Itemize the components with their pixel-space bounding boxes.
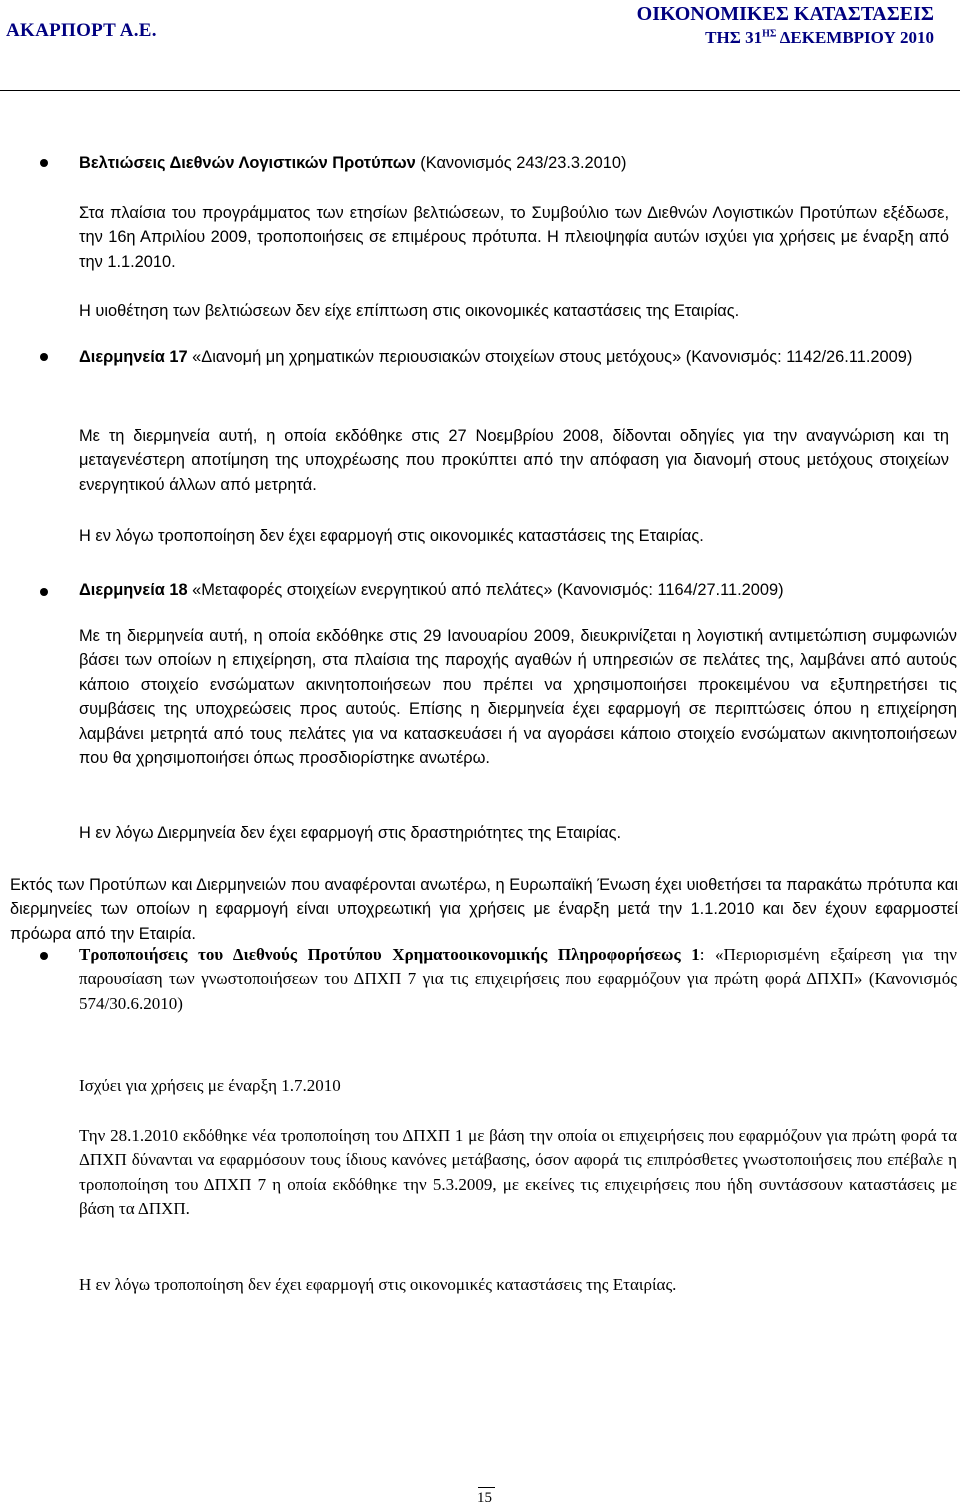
header-divider: [0, 90, 960, 91]
section-heading-ifrs1-amendments: Τροποποιήσεις του Διεθνούς Προτύπου Χρηματοοικονομικής Πληροφορήσεως 1: «Περιορισμένη εξαίρεση για την παρουσίαση των γνωστοποιήσεων του ΔΠΧΠ 7 για τις επιχειρήσεις που εφαρμόζουν για πρώτη φορά ΔΠΧΠ» (Κανονισμός 574/30.6.2010): [79, 945, 957, 1013]
report-title: [637, 2, 934, 50]
section-heading-interpretation-17: Διερμηνεία 17 «Διανομή μη χρηματικών περιουσιακών στοιχείων στους μετόχους» (Κανονισμός: 1142/26.11.2009): [79, 348, 913, 366]
paragraph: Η υιοθέτηση των βελτιώσεων δεν είχε επίπτωση στις οικονομικές καταστάσεις της Εταιρίας.: [79, 302, 740, 320]
section-heading-improvements: Βελτιώσεις Διεθνών Λογιστικών Προτύπων (Κανονισμός 243/23.3.2010): [79, 154, 627, 172]
bullet-icon: [40, 159, 48, 167]
page-number: 15: [477, 1490, 492, 1506]
company-name: ΑΚΑΡΠΟΡΤ Α.Ε.: [6, 20, 157, 41]
bullet-icon: [40, 588, 48, 596]
paragraph: Η εν λόγω τροποποίηση δεν έχει εφαρμογή στις οικονομικές καταστάσεις της Εταιρίας.: [79, 1275, 677, 1294]
page-number-rule: [478, 1487, 495, 1488]
report-title-line: ΟΙΚΟΝΟΜΙΚΕΣ ΚΑΤΑΣΤΑΣΕΙΣ: [636, 3, 934, 25]
paragraph: Στα πλαίσια του προγράμματος των ετησίων βελτιώσεων, το Συμβούλιο των Διεθνών Λογιστικών Προτύπων εξέδωσε, την 16η Απριλίου 2009, τροποποιήσεις σε επιμέρους πρότυπα. Η πλειοψηφία αυτών ισχύει για χρήσεις με έναρξη από την 1.1.2010.: [79, 204, 949, 271]
bullet-icon: [40, 952, 48, 960]
paragraph: Η εν λόγω Διερμηνεία δεν έχει εφαρμογή στις δραστηριότητες της Εταιρίας.: [79, 824, 622, 842]
paragraph: Η εν λόγω τροποποίηση δεν έχει εφαρμογή στις οικονομικές καταστάσεις της Εταιρίας.: [79, 527, 704, 545]
paragraph: Την 28.1.2010 εκδόθηκε νέα τροποποίηση του ΔΠΧΠ 1 με βάση την οποία οι επιχειρήσεις που εφαρμόζουν για πρώτη φορά τα ΔΠΧΠ δύνανται να εφαρμόσουν τους ίδιους κανόνες μετάβασης, όσον αφορά τις επιπρόσθετες γνωστοποιήσεις που επέβαλε η τροποποίηση του ΔΠΧΠ 7 η οποία εκδόθηκε την 5.3.2009, με εκείνες τις επιχειρήσεις που ήδη συντάσσουν καταστάσεις με βάση τα ΔΠΧΠ.: [79, 1126, 957, 1219]
report-date-line: ΤΗΣ $31^{H\Sigma}$ ΔΕΚΕΜΒΡΙΟΥ 2010: [705, 28, 934, 47]
paragraph: Με τη διερμηνεία αυτή, η οποία εκδόθηκε στις 27 Νοεμβρίου 2008, δίδονται οδηγίες για την αναγνώριση και τη μεταγενέστερη αποτίμηση της υποχρέωσης που προκύπτει από την απόφαση για διανομή στους μετόχους στοιχείων ενεργητικού άλλων από μετρητά.: [79, 427, 949, 494]
bullet-icon: [40, 353, 48, 361]
paragraph: Ισχύει για χρήσεις με έναρξη 1.7.2010: [79, 1076, 341, 1095]
paragraph: Με τη διερμηνεία αυτή, η οποία εκδόθηκε στις 29 Ιανουαρίου 2009, διευκρινίζεται η λογιστική αντιμετώπιση συμφωνιών βάσει των οποίων η επιχείρηση, στα πλαίσια της παροχής αγαθών ή υπηρεσιών σε πελάτες της, λαμβάνει από αυτούς κάποιο στοιχείο ενσώματων ακινητοποιήσεων που πρέπει να χρησιμοποιήσει προκειμένου να εξυπηρετήσει τις συμβάσεις της υποχρεώσεις προς αυτούς. Επίσης η διερμηνεία έχει εφαρμογή σε περιπτώσεις όπου η επιχείρηση λαμβάνει μετρητά από τους πελάτες για να κατασκευάσει ή να αγοράσει κάποιο στοιχείο ενσώματων ακινητοποιήσεων που θα χρησιμοποιήσει όπως προσδιορίστηκε ανωτέρω.: [79, 627, 957, 768]
page-header: [0, 0, 960, 96]
intro-paragraph: Εκτός των Προτύπων και Διερμηνειών που αναφέρονται ανωτέρω, η Ευρωπαϊκή Ένωση έχει υιοθετήσει τα παρακάτω πρότυπα και διερμηνείες των οποίων η εφαρμογή είναι υποχρεωτική για χρήσεις με έναρξη μετά την 1.1.2010 και δεν έχουν εφαρμοστεί πρόωρα από την Εταιρία.: [10, 876, 958, 943]
section-heading-interpretation-18: Διερμηνεία 18 «Μεταφορές στοιχείων ενεργητικού από πελάτες» (Κανονισμός: 1164/27.11.2009): [79, 581, 784, 599]
